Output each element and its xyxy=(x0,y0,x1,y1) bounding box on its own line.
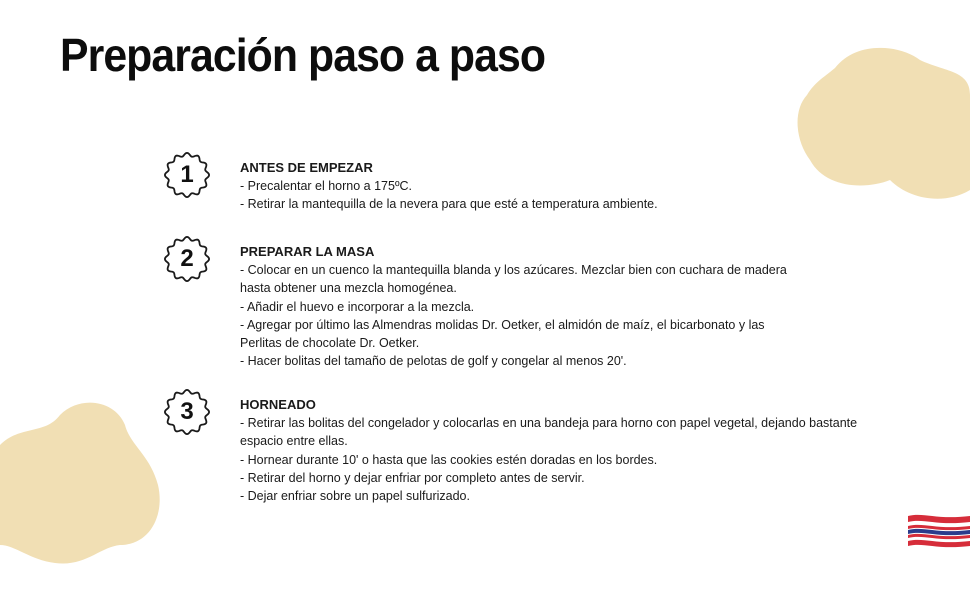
flag-icon xyxy=(906,512,970,550)
step-line: - Retirar la mantequilla de la nevera para que esté a temperatura ambiente. xyxy=(240,197,658,212)
step-line: - Hacer bolitas del tamaño de pelotas de golf y congelar al menos 20'. xyxy=(240,354,627,369)
step-content xyxy=(240,243,787,370)
step-line: - Retirar del horno y dejar enfriar por completo antes de servir. xyxy=(240,470,585,485)
page-title: Preparación paso a paso xyxy=(60,29,546,81)
step-line: espacio entre ellas. xyxy=(240,434,348,449)
step-content xyxy=(240,159,658,214)
step-line: Perlitas de chocolate Dr. Oetker. xyxy=(240,336,420,351)
decorative-blob-bottom-left xyxy=(0,395,165,567)
step-number: 1 xyxy=(180,161,194,188)
decorative-blob-top-right xyxy=(795,40,970,205)
step-line: - Colocar en un cuenco la mantequilla blanda y los azúcares. Mezclar bien con cuchara de madera xyxy=(240,263,787,278)
step-number-badge xyxy=(163,151,211,199)
step-line: - Hornear durante 10' o hasta que las cookies estén doradas en los bordes. xyxy=(240,452,658,467)
step-number-badge xyxy=(163,235,211,283)
step-number-badge xyxy=(163,388,211,436)
step-heading: PREPARAR LA MASA xyxy=(240,244,375,259)
step-line: - Añadir el huevo e incorporar a la mezcla. xyxy=(240,299,475,314)
step-line: - Agregar por último las Almendras molidas Dr. Oetker, el almidón de maíz, el bicarbonato y las xyxy=(240,317,765,332)
step-number: 3 xyxy=(180,398,194,425)
step-line: hasta obtener una mezcla homogénea. xyxy=(240,281,457,296)
step-heading: ANTES DE EMPEZAR xyxy=(240,160,373,175)
step-line: - Retirar las bolitas del congelador y colocarlas en una bandeja para horno con papel vegetal, dejando bastante xyxy=(240,416,858,431)
step-line: - Dejar enfriar sobre un papel sulfurizado. xyxy=(240,489,470,504)
step-heading: HORNEADO xyxy=(240,397,316,412)
step-number: 2 xyxy=(180,245,194,272)
step-content xyxy=(240,396,857,505)
step-line: - Precalentar el horno a 175ºC. xyxy=(240,179,413,194)
